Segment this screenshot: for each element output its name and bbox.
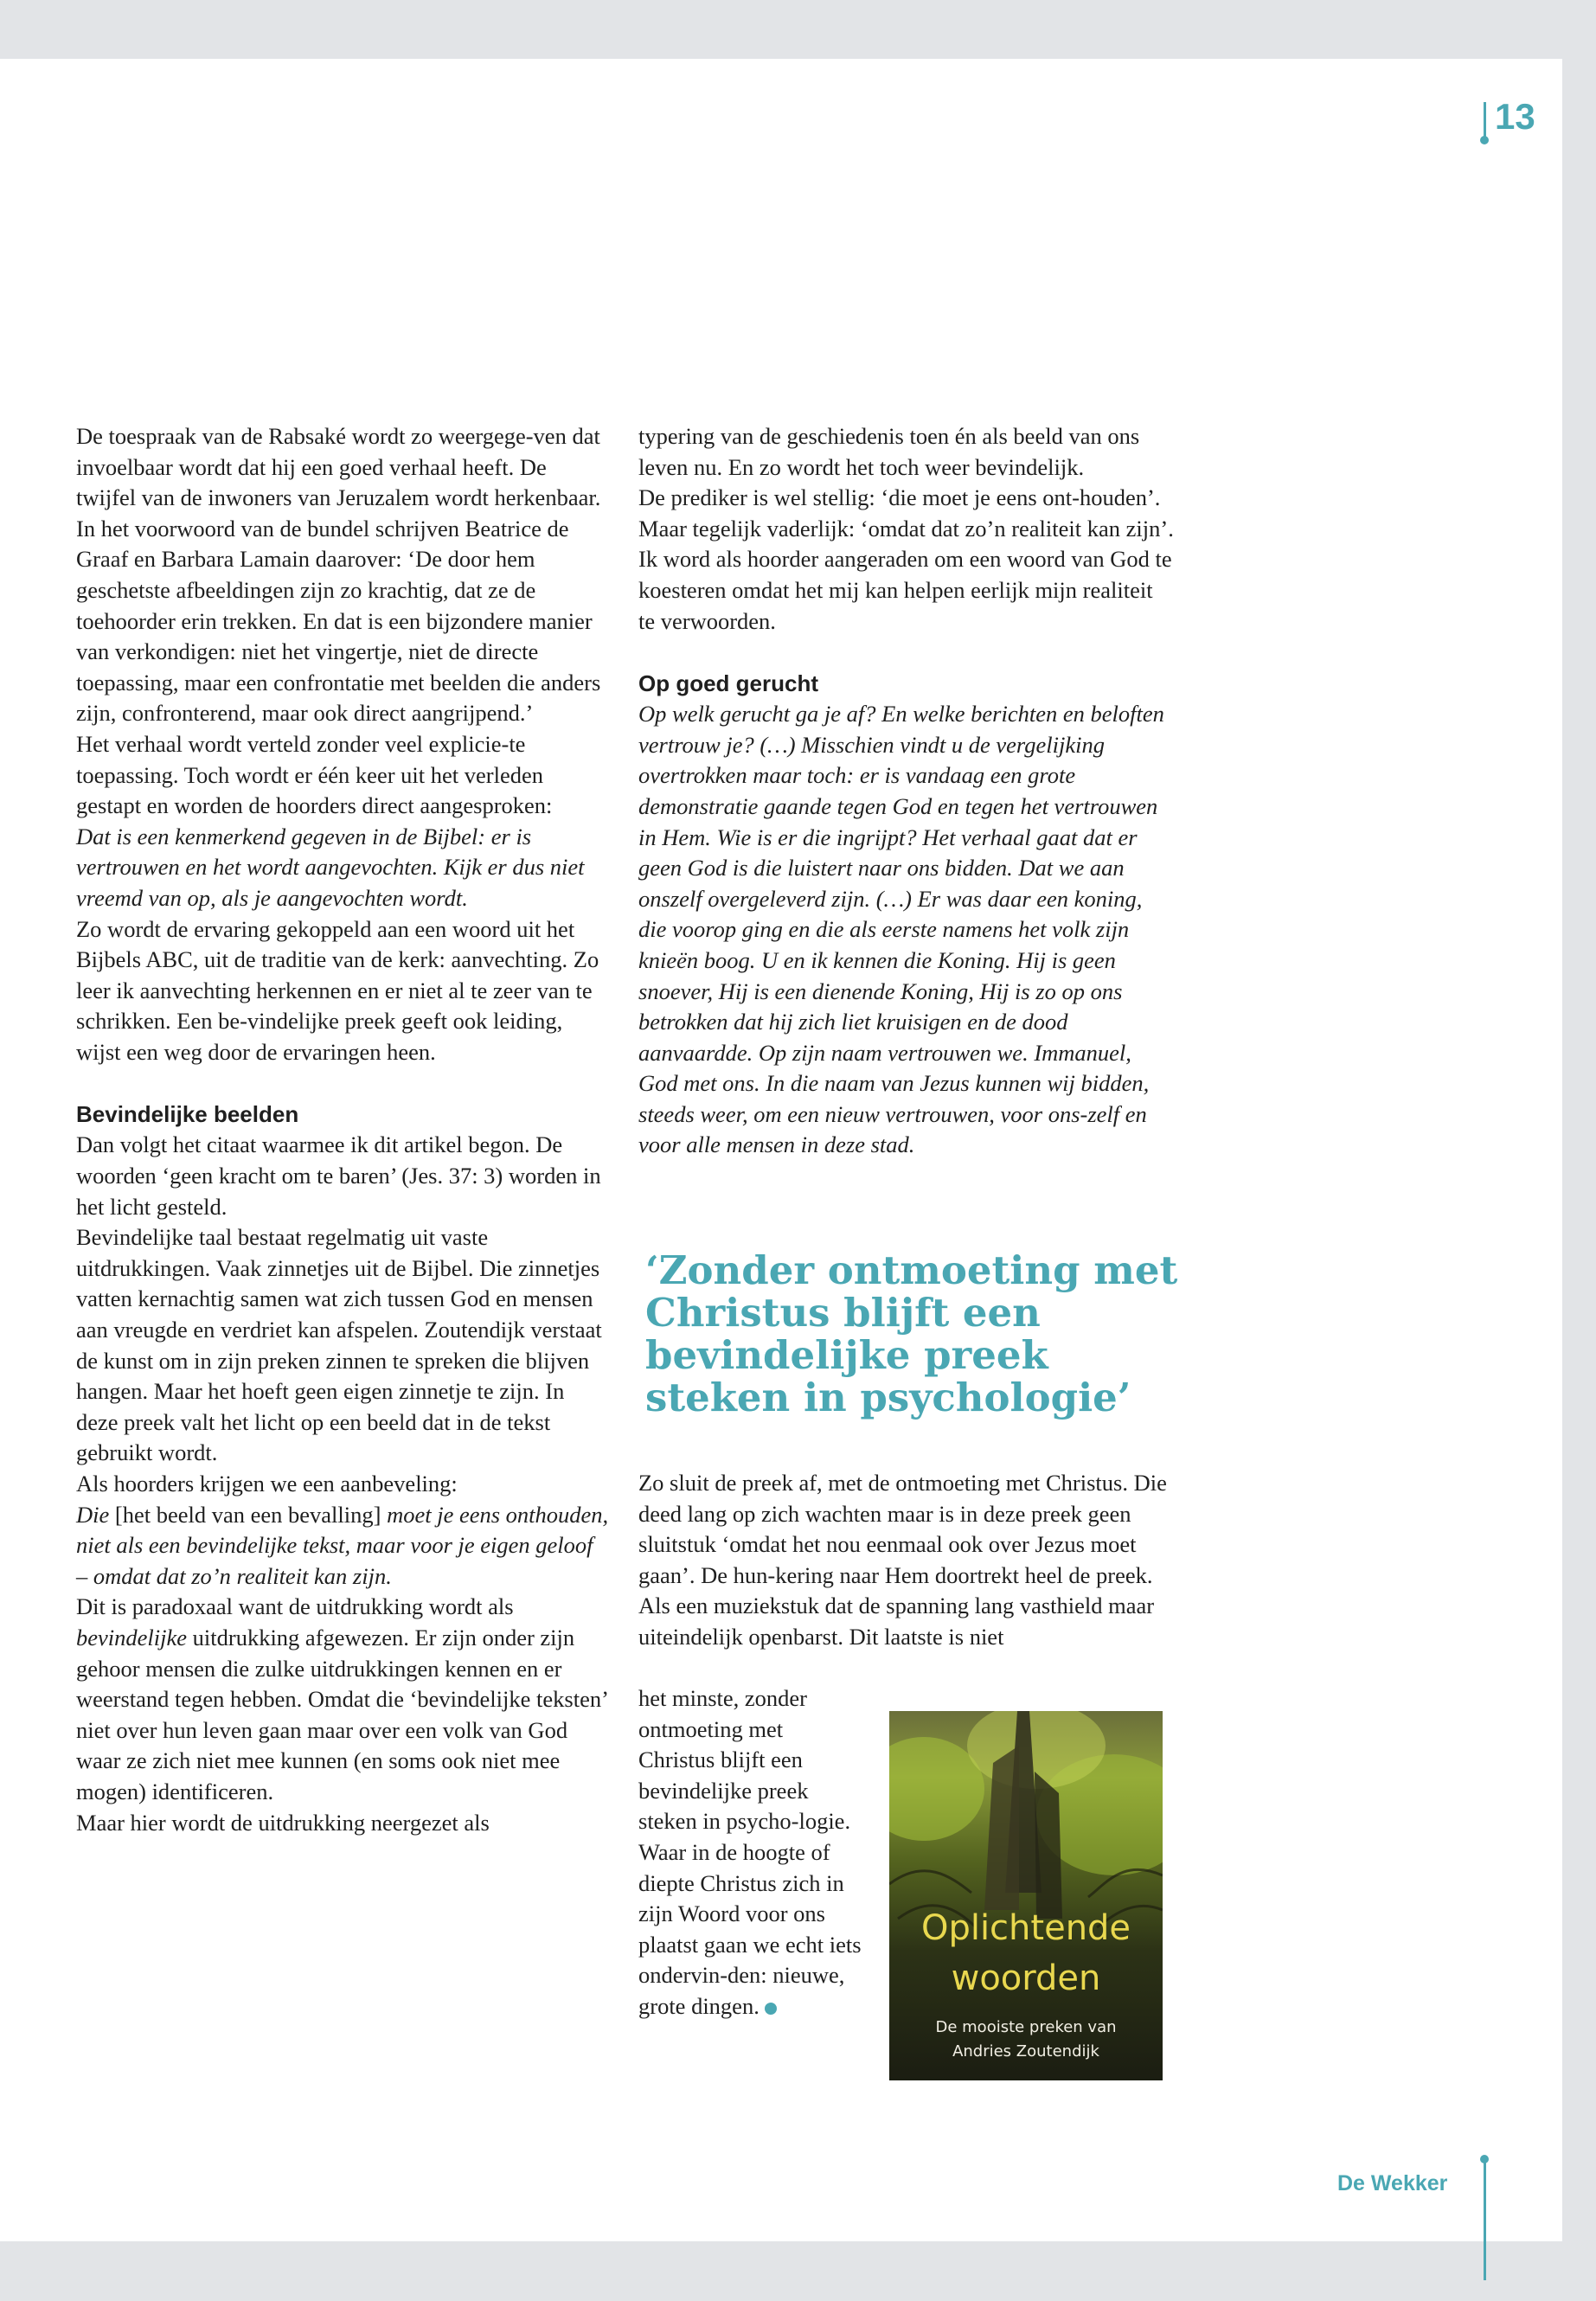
paragraph: Dan volgt het citaat waarmee ik dit artikel begon. De woorden ‘geen kracht om te baren’ (Jes. 37: 3) worden in het licht gesteld. — [76, 1131, 601, 1220]
paragraph: Bevindelijke taal bestaat regelmatig uit vaste uitdrukkingen. Vaak zinnetjes uit de Bijbel. Die zinnetjes vatten kernachtig samen wat zich tussen God en mensen aan vreugde en verdriet kan afspelen. Zoutendijk verstaat de kunst om in zijn preken zinnen te spreken die blijven hangen. Maar het hoeft geen eigen zinnetje te zijn. In deze preek valt het licht op een beeld dat in de tekst gebruikt wordt. — [76, 1224, 602, 1466]
paragraph: Zo wordt de ervaring gekoppeld aan een woord uit het Bijbels ABC, uit de traditie van de kerk: aanvechting. Zo leer ik aanvechting herkennen en er niet al te zeer van te schrikken. Een be-vindelijke preek geeft ook leiding, wijst een weg door de ervaringen heen. — [76, 915, 599, 1065]
column-right — [638, 421, 1175, 1161]
paragraph: Als hoorders krijgen we een aanbeveling: — [76, 1471, 458, 1497]
page-number-rule — [1484, 102, 1486, 140]
paragraph: In het voorwoord van de bundel schrijven Beatrice de Graaf en Barbara Lamain daarover: ‘De door hem geschetste afbeeldingen zijn zo krachtig, dat ze de toehoorder erin trekken. En dat is een bijzondere manier van verkondigen: niet het vingertje, niet de directe toepassing, maar een confrontatie met beelden die anders zijn, confronterend, maar ook direct aangrijpend.’ — [76, 515, 601, 727]
page-number: 13 — [1495, 96, 1535, 137]
footer-rule — [1484, 2159, 1486, 2280]
section-heading: Bevindelijke beelden — [76, 1101, 299, 1128]
footer-dot — [1480, 2155, 1489, 2163]
quote-paragraph: Dat is een kenmerkend gegeven in de Bijbel: er is vertrouwen en het wordt aangevochten. Kijk er dus niet vreemd van op, als je aangevochten wordt. — [76, 823, 585, 911]
book-cover-image — [889, 1711, 1163, 2080]
quote-paragraph: Die [het beeld van een bevalling] moet je eens onthouden, niet als een bevindelijke tekst, maar voor je eigen geloof – omdat dat zo’n realiteit kan zijn. — [76, 1501, 609, 1589]
end-mark-dot — [765, 2003, 777, 2015]
book-title: Oplichtende woorden — [920, 1908, 1131, 1998]
paragraph: Maar hier wordt de uitdrukking neergezet als — [76, 1809, 490, 1836]
quote-paragraph: Op welk gerucht ga je af? En welke berichten en beloften vertrouw je? (…) Misschien vindt u de vergelijking overtrokken maar toch: er is vandaag een grote demonstratie gaande tegen God en tegen het vertrouwen in Hem. Wie is er die ingrijpt? Het verhaal gaat dat er geen God is die luistert naar ons bidden. Dat we aan onszelf overgeleverd zijn. (…) Er was daar een koning, die voorop ging en die als eerste namens het volk zijn knieën boog. U en ik kennen die Koning. Hij is geen snoever, Hij is een dienende Koning, Hij is zo op ons betrokken dat hij zich liet kruisigen en de dood aanvaardde. Op zijn naam vertrouwen we. Immanuel, God met ons. In die naam van Jezus kunnen wij bidden, steeds weer, om een nieuw vertrouwen, voor ons-zelf en voor alle mensen in deze stad. — [638, 701, 1164, 1158]
paragraph: De prediker is wel stellig: ‘die moet je eens ont-houden’. Maar tegelijk vaderlijk: ‘omdat dat zo’n realiteit kan zijn’. Ik word als hoorder aangeraden om een woord van God te koesteren omdat het mij kan helpen eerlijk mijn realiteit te verwoorden. — [638, 484, 1174, 634]
paragraph: De toespraak van de Rabsaké wordt zo weergege-ven dat invoelbaar wordt dat hij een goed verhaal heeft. De twijfel van de inwoners van Jeruzalem wordt herkenbaar. — [76, 423, 601, 511]
page-number-dot — [1480, 136, 1489, 144]
paragraph: Zo sluit de preek af, met de ontmoeting met Christus. Die deed lang op zich wachten maar is in deze preek geen sluitstuk ‘omdat het nou eenmaal ook over Jezus moet gaan’. De hun-kering naar Hem doortrekt heel de preek. Als een muziekstuk dat de spanning lang vasthield maar uiteindelijk openbarst. Dit laatste is niet — [638, 1470, 1167, 1650]
paragraph: het minste, zonder ontmoeting met Christus blijft een bevindelijke preek steken in psycho-logie. Waar in de hoogte of diepte Christus zich in zijn Woord voor ons plaatst gaan we echt iets ondervin-den: nieuwe, grote dingen. — [638, 1685, 862, 2019]
paragraph: Het verhaal wordt verteld zonder veel explicie-te toepassing. Toch wordt er één keer uit het verleden gestapt en worden de hoorders direct aangesproken: — [76, 730, 553, 819]
paragraph: Dit is paradoxaal want de uitdrukking wordt als bevindelijke uitdrukking afgewezen. Er zijn onder zijn gehoor mensen die zulke uitdrukkingen kennen en er weerstand tegen hebben. Omdat die ‘bevindelijke teksten’ niet over hun leven gaan maar over een volk van God waar ze zich niet mee kunnen (en soms ook niet mee mogen) identificeren. — [76, 1593, 607, 1804]
column-right-wrap — [638, 1683, 865, 2022]
magazine-name: De Wekker — [1337, 2171, 1448, 2195]
pull-quote: ‘Zonder ontmoeting met Christus blijft een bevindelijke preek steken in psychologie’ — [645, 1247, 1178, 1420]
paragraph: typering van de geschiedenis toen én als beeld van ons leven nu. En zo wordt het toch weer bevindelijk. — [638, 423, 1140, 480]
column-right-continued — [638, 1468, 1175, 1653]
section-heading: Op goed gerucht — [638, 670, 818, 697]
column-left — [76, 421, 609, 1838]
book-subtitle: De mooiste preken van Andries Zoutendijk — [935, 2018, 1117, 2061]
